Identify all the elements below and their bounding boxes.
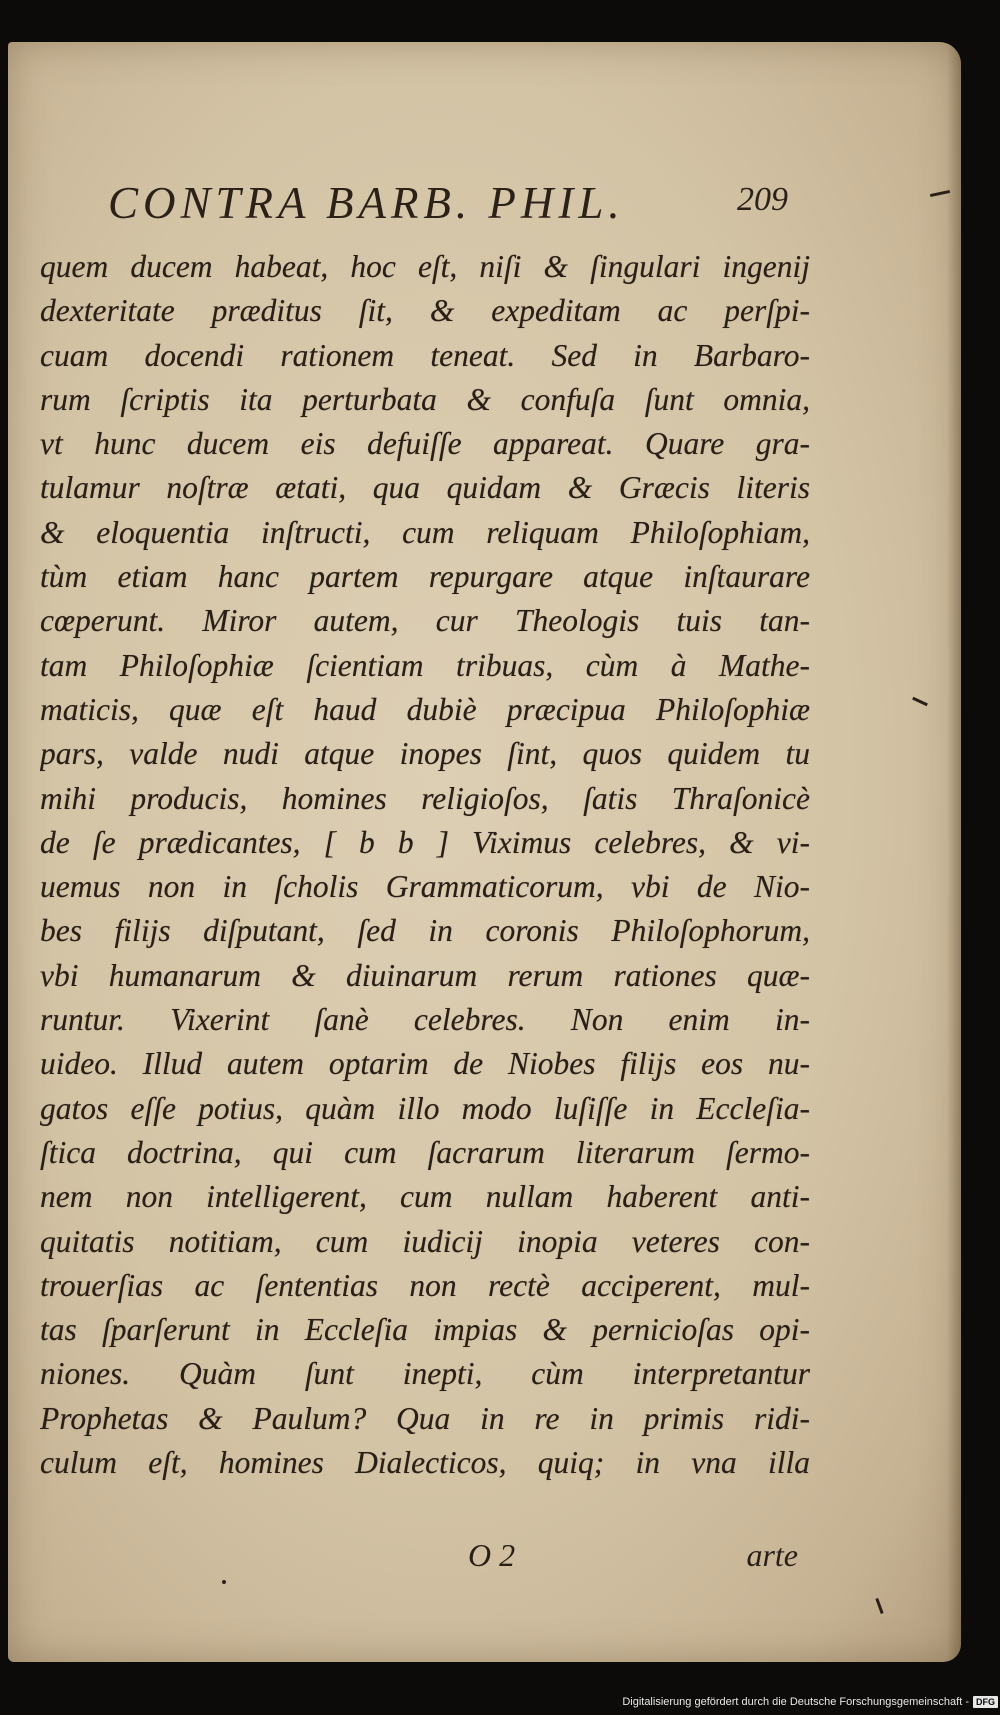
text-line: gatos eſſe potius, quàm illo modo luſiſſe in Eccleſia- [40, 1090, 810, 1126]
text-line: nem non intelligerent, cum nullam haberent anti- [40, 1179, 810, 1215]
text-line: quitatis notitiam, cum iudicij inopia veteres con- [40, 1223, 810, 1259]
body-text [40, 245, 810, 1485]
text-line: vbi humanarum & diuinarum rerum rationes quæ- [40, 957, 810, 993]
text-line: dexteritate præditus ſit, & expeditam ac perſpi- [40, 293, 810, 329]
text-line: trouerſias ac ſententias non rectè acciperent, mul- [40, 1267, 810, 1303]
text-line: culum eſt, homines Dialecticos, quiq; in vna illa [40, 1445, 810, 1481]
page-edge-shadow [947, 42, 961, 1662]
text-line: bes filijs diſputant, ſed in coronis Philoſophorum, [40, 913, 810, 949]
text-line: uemus non in ſcholis Grammaticorum, vbi de Nio- [40, 869, 810, 905]
text-line: cuam docendi rationem teneat. Sed in Barbaro- [40, 337, 810, 373]
margin-mark [912, 697, 928, 706]
text-line: de ſe prædicantes, [ b b ] Viximus celebres, & vi- [40, 824, 810, 860]
running-title: CONTRA BARB. PHIL. [108, 178, 625, 228]
text-line: quem ducem habeat, hoc eſt, niſi & ſingulari ingenij [40, 249, 810, 284]
dfg-logo-icon: DFG [973, 1696, 998, 1708]
page-number: 209 [737, 181, 788, 218]
text-line: rum ſcriptis ita perturbata & confuſa ſunt omnia, [40, 381, 810, 417]
book-page [8, 42, 961, 1662]
margin-mark [875, 1598, 883, 1614]
text-line: vt hunc ducem eis defuiſſe appareat. Quare gra- [40, 426, 810, 462]
text-line: ſtica doctrina, qui cum ſacrarum literarum ſermo- [40, 1134, 810, 1170]
text-line: uideo. Illud autem optarim de Niobes filijs eos nu- [40, 1046, 810, 1082]
text-line: tulamur noſtræ ætati, qua quidam & Græcis literis [40, 470, 810, 506]
text-line: & eloquentia inſtructi, cum reliquam Philoſophiam, [40, 514, 810, 550]
catchword: arte [746, 1537, 798, 1573]
ink-dot [222, 1580, 226, 1584]
footer-credit: Digitalisierung gefördert durch die Deutsche Forschungsgemeinschaft - [622, 1696, 969, 1708]
text-line: tam Philoſophiæ ſcientiam tribuas, cùm à Mathe- [40, 647, 810, 683]
text-line: tas ſparſerunt in Eccleſia impias & pernicioſas opi- [40, 1312, 810, 1348]
catch-row [108, 1537, 798, 1582]
text-line: runtur. Vixerint ſanè celebres. Non enim in- [40, 1002, 810, 1038]
page-header [108, 177, 788, 237]
text-line: niones. Quàm ſunt inepti, cùm interpretantur [40, 1356, 810, 1392]
text-line: maticis, quæ eſt haud dubiè præcipua Philoſophiæ [40, 691, 810, 727]
signature-mark: O 2 [468, 1537, 516, 1573]
digitization-footer [622, 1695, 998, 1709]
text-line: cœperunt. Miror autem, cur Theologis tuis tan- [40, 603, 810, 639]
text-line: tùm etiam hanc partem repurgare atque inſtaurare [40, 559, 810, 595]
text-line: pars, valde nudi atque inopes ſint, quos quidem tu [40, 736, 810, 772]
text-line: Prophetas & Paulum? Qua in re in primis ridi- [40, 1400, 810, 1436]
text-line: mihi producis, homines religioſos, ſatis Thraſonicè [40, 780, 810, 816]
